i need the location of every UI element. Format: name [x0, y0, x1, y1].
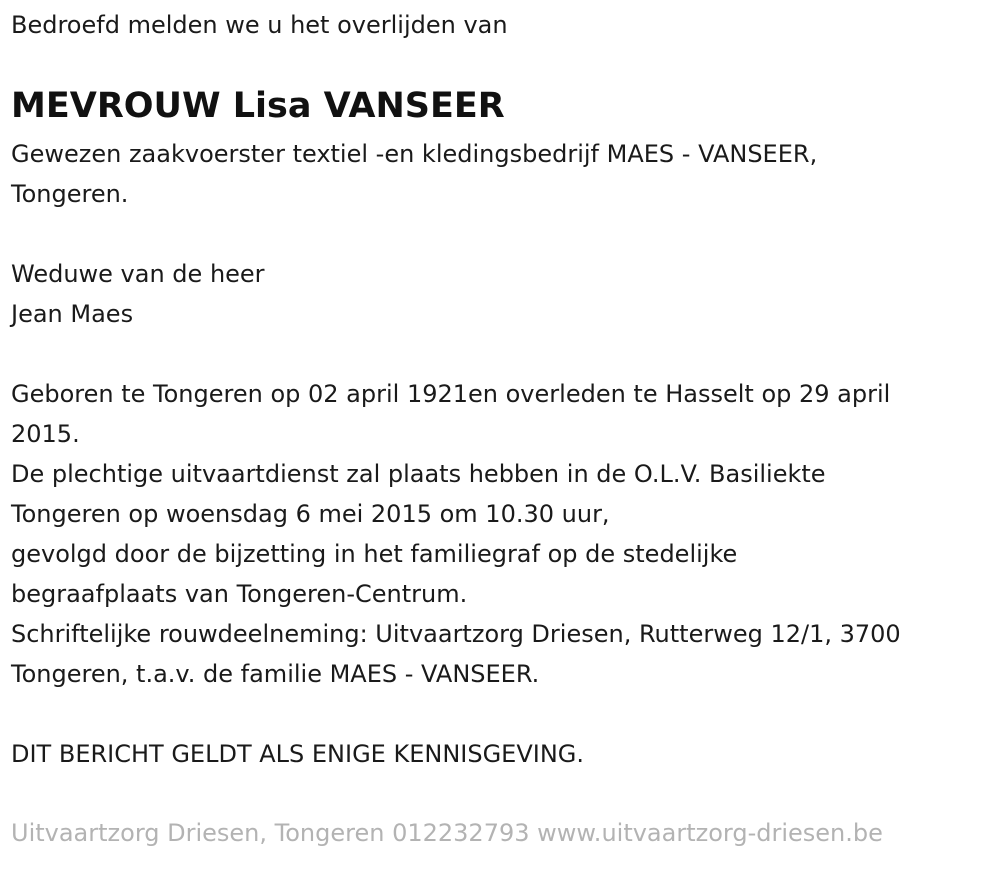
- details-line: Tongeren op woensdag 6 mei 2015 om 10.30 uur,: [11, 500, 610, 528]
- intro-text: Bedroefd melden we u het overlijden van: [11, 11, 508, 39]
- occupation-line: Gewezen zaakvoerster textiel -en kledingsbedrijf MAES - VANSEER,: [11, 140, 818, 168]
- funeral-home-footer: Uitvaartzorg Driesen, Tongeren 012232793 www.uitvaartzorg-driesen.be: [11, 819, 883, 847]
- details-line: Geboren te Tongeren op 02 april 1921en overleden te Hasselt op 29 april: [11, 380, 891, 408]
- spouse-line: Weduwe van de heer: [11, 260, 265, 288]
- details-line: gevolgd door de bijzetting in het familiegraf op de stedelijke: [11, 540, 738, 568]
- closing-statement: DIT BERICHT GELDT ALS ENIGE KENNISGEVING.: [11, 740, 585, 768]
- details-line: 2015.: [11, 420, 80, 448]
- details-line: De plechtige uitvaartdienst zal plaats hebben in de O.L.V. Basiliekte: [11, 460, 826, 488]
- deceased-name: MEVROUW Lisa VANSEER: [11, 86, 505, 126]
- spouse-name: Jean Maes: [11, 300, 134, 328]
- details-line: Tongeren, t.a.v. de familie MAES - VANSEER.: [11, 660, 540, 688]
- details-line: Schriftelijke rouwdeelneming: Uitvaartzorg Driesen, Rutterweg 12/1, 3700: [11, 620, 901, 648]
- details-line: begraafplaats van Tongeren-Centrum.: [11, 580, 468, 608]
- occupation-line: Tongeren.: [11, 180, 129, 208]
